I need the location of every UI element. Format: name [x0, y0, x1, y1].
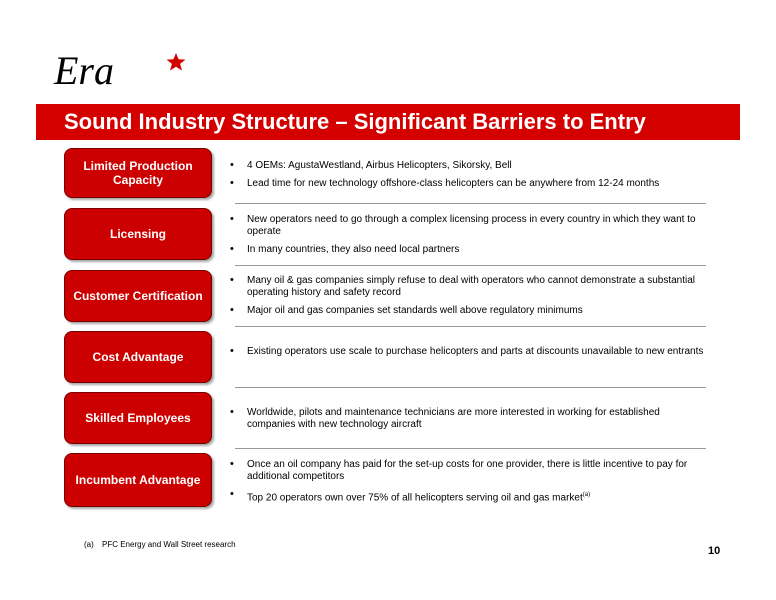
footnote-mark: (a) — [84, 540, 94, 549]
era-logo — [52, 50, 192, 90]
barrier-row-cost-advantage — [60, 327, 706, 388]
page-number: 10 — [708, 545, 721, 557]
footnote — [84, 540, 236, 549]
list-item: • Once an oil company has paid for the set-up costs for one provider, there is little incentive to pay for additional competitors — [230, 458, 688, 482]
list-item: • Top 20 operators own over 75% of all helicopters serving oil and gas market$^{(a)}$ — [230, 488, 591, 504]
category-pill: Customer Certification — [64, 270, 212, 322]
barrier-row-incumbent-advantage — [60, 449, 706, 513]
list-item: • Existing operators use scale to purchase helicopters and parts at discounts unavailable to new entrants — [230, 345, 704, 357]
bullet-list — [230, 459, 706, 510]
barrier-row-skilled-employees — [60, 388, 706, 449]
category-pill: Skilled Employees — [64, 392, 212, 444]
list-item: • Major oil and gas companies set standards well above regulatory minimums — [230, 304, 583, 316]
category-pill: Incumbent Advantage — [64, 453, 212, 507]
footnote-ref: (a) — [582, 492, 591, 498]
list-item: • Lead time for new technology offshore-class helicopters can be anywhere from 12-24 months — [230, 177, 660, 189]
list-item: • 4 OEMs: AgustaWestland, Airbus Helicopters, Sikorsky, Bell — [230, 159, 512, 171]
category-pill: Cost Advantage — [64, 331, 212, 383]
list-item: • In many countries, they also need local partners — [230, 243, 460, 255]
bullet-list — [230, 346, 706, 364]
bullet-list — [230, 214, 706, 262]
barrier-row-licensing — [60, 204, 706, 266]
star-icon — [167, 53, 186, 71]
category-pill: Limited Production Capacity — [64, 148, 212, 198]
footnote-text: PFC Energy and Wall Street research — [102, 540, 236, 549]
bullet-list — [230, 160, 706, 196]
bullet-list — [230, 275, 706, 323]
title-bar — [36, 104, 740, 140]
svg-text:Era: Era — [54, 50, 114, 90]
page-title: Sound Industry Structure – Significant Barriers to Entry — [64, 109, 646, 134]
barrier-row-customer-certification — [60, 266, 706, 327]
list-item: • New operators need to go through a complex licensing process in every country in which they want to operate — [230, 213, 696, 237]
category-pill: Licensing — [64, 208, 212, 260]
barrier-row-limited-production — [60, 146, 706, 204]
bullet-list — [230, 407, 706, 437]
list-item: • Many oil & gas companies simply refuse to deal with operators who cannot demonstrate a substantial operating history and safety record — [230, 274, 696, 298]
list-item: • Worldwide, pilots and maintenance technicians are more interested in working for established companies with new technology aircraft — [230, 406, 660, 430]
